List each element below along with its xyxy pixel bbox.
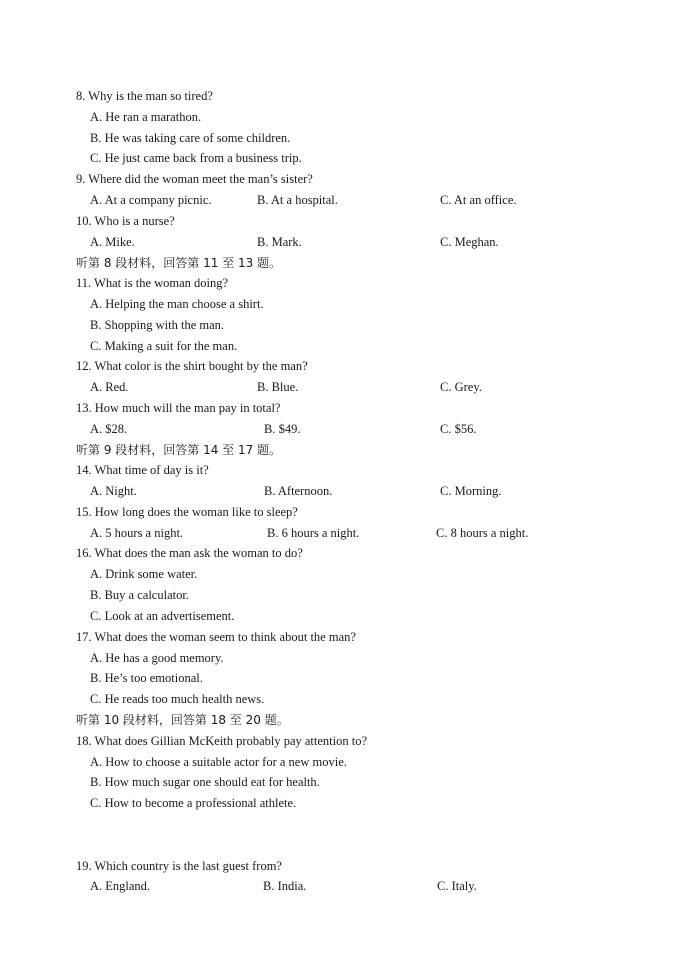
answer-option: B. He was taking care of some children.	[90, 131, 291, 145]
answer-option: C. Look at an advertisement.	[90, 609, 235, 623]
answer-option: A. Mike.	[90, 235, 135, 249]
question-text: 17. What does the woman seem to think about the man?	[76, 630, 356, 644]
answer-option: A. $28.	[90, 422, 128, 436]
answer-option: A. Drink some water.	[90, 567, 198, 581]
question-text: 9. Where did the woman meet the man’s sister?	[76, 172, 313, 186]
answer-option: B. At a hospital.	[257, 193, 338, 207]
answer-option: A. 5 hours a night.	[90, 526, 184, 540]
answer-option: A. How to choose a suitable actor for a new movie.	[90, 755, 347, 769]
question-text: 12. What color is the shirt bought by the man?	[76, 359, 308, 373]
answer-option: C. He just came back from a business trip.	[90, 151, 302, 165]
question-text: 11. What is the woman doing?	[76, 276, 229, 290]
answer-option: A. He ran a marathon.	[90, 110, 202, 124]
answer-option: A. Night.	[90, 484, 137, 498]
section-instruction: 听第 9 段材料，回答第 14 至 17 题。	[76, 443, 282, 457]
answer-option: A. England.	[90, 879, 151, 893]
answer-option: A. Helping the man choose a shirt.	[90, 297, 264, 311]
answer-option: A. He has a good memory.	[90, 651, 224, 665]
section-instruction: 听第 10 段材料，回答第 18 至 20 题。	[76, 713, 289, 727]
question-text: 18. What does Gillian McKeith probably pay attention to?	[76, 734, 368, 748]
answer-option: A. At a company picnic.	[90, 193, 212, 207]
answer-option: B. 6 hours a night.	[267, 526, 360, 540]
answer-option: C. Morning.	[440, 484, 502, 498]
answer-option: B. Afternoon.	[264, 484, 333, 498]
question-text: 10. Who is a nurse?	[76, 214, 175, 228]
answer-option: C. Grey.	[440, 380, 482, 394]
answer-option: C. Making a suit for the man.	[90, 339, 238, 353]
answer-option: C. He reads too much health news.	[90, 692, 265, 706]
answer-option: C. $56.	[440, 422, 477, 436]
question-text: 15. How long does the woman like to sleep?	[76, 505, 298, 519]
question-text: 13. How much will the man pay in total?	[76, 401, 281, 415]
question-text: 19. Which country is the last guest from?	[76, 859, 282, 873]
answer-option: C. 8 hours a night.	[436, 526, 529, 540]
answer-option: C. How to become a professional athlete.	[90, 796, 297, 810]
answer-option: C. Italy.	[437, 879, 477, 893]
answer-option: A. Red.	[90, 380, 129, 394]
question-text: 16. What does the man ask the woman to do?	[76, 546, 303, 560]
answer-option: B. India.	[263, 879, 307, 893]
question-text: 8. Why is the man so tired?	[76, 89, 213, 103]
section-instruction: 听第 8 段材料，回答第 11 至 13 题。	[76, 256, 282, 270]
answer-option: B. $49.	[264, 422, 301, 436]
answer-option: B. Blue.	[257, 380, 299, 394]
answer-option: B. Shopping with the man.	[90, 318, 225, 332]
answer-option: B. How much sugar one should eat for health.	[90, 775, 320, 789]
answer-option: C. At an office.	[440, 193, 517, 207]
answer-option: B. Mark.	[257, 235, 302, 249]
answer-option: B. Buy a calculator.	[90, 588, 189, 602]
answer-option: B. He’s too emotional.	[90, 671, 203, 685]
question-text: 14. What time of day is it?	[76, 463, 209, 477]
answer-option: C. Meghan.	[440, 235, 499, 249]
